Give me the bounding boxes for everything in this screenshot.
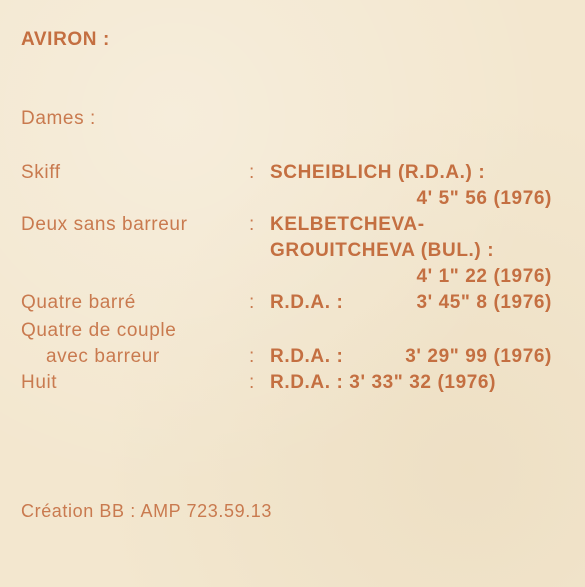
- event-label-deux-sans-barreur: Deux sans barreur: [21, 214, 188, 235]
- event-label-huit: Huit: [21, 372, 58, 393]
- footer-credit: Création BB : AMP 723.59.13: [21, 501, 273, 521]
- event-colon-huit: :: [249, 372, 255, 393]
- result-deux-sans-barreur-line2: GROUITCHEVA (BUL.) :: [270, 240, 495, 261]
- section-heading: Dames :: [21, 108, 96, 129]
- event-label-quatre-de-couple-line1: Quatre de couple: [21, 320, 177, 341]
- result-quatre-de-couple-time: 3' 29" 99 (1976): [405, 346, 552, 367]
- event-colon-quatre-de-couple: :: [249, 346, 255, 367]
- result-quatre-de-couple-country: R.D.A. :: [270, 346, 344, 367]
- result-quatre-barre-time: 3' 45" 8 (1976): [416, 292, 552, 313]
- result-skiff-line1: SCHEIBLICH (R.D.A.) :: [270, 162, 486, 183]
- result-deux-sans-barreur-line3: 4' 1" 22 (1976): [416, 266, 552, 287]
- event-colon-quatre-barre: :: [249, 292, 255, 313]
- event-colon-skiff: :: [249, 162, 255, 183]
- event-label-skiff: Skiff: [21, 162, 61, 183]
- result-huit: R.D.A. : 3' 33" 32 (1976): [270, 372, 497, 393]
- event-colon-deux-sans-barreur: :: [249, 214, 255, 235]
- result-deux-sans-barreur-line1: KELBETCHEVA-: [270, 214, 425, 235]
- result-quatre-barre-country: R.D.A. :: [270, 292, 344, 313]
- result-skiff-line2: 4' 5" 56 (1976): [416, 188, 552, 209]
- sport-title: AVIRON :: [21, 29, 110, 50]
- event-label-quatre-barre: Quatre barré: [21, 292, 136, 313]
- event-label-quatre-de-couple-line2: avec barreur: [46, 346, 160, 367]
